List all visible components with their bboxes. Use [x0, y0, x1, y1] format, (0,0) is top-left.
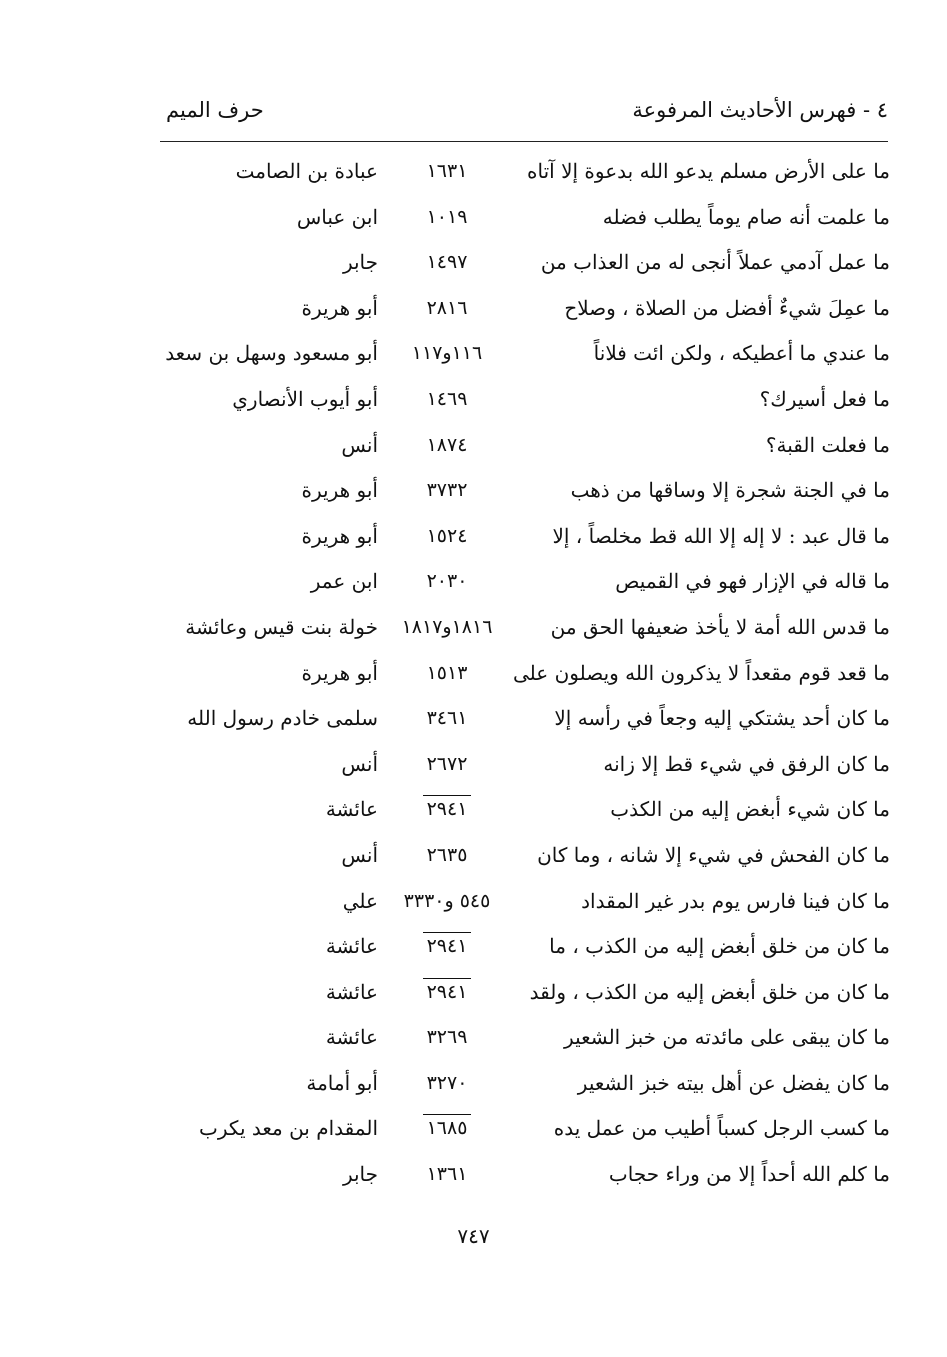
hadith-text: ما كان الرفق في شيء قط إلا زانه	[603, 751, 890, 776]
hadith-number-value: ٥٤٥ و٣٣٣٠	[403, 889, 491, 912]
narrator-name: خولة بنت قيس وعائشة	[185, 614, 378, 639]
index-entry	[160, 467, 890, 513]
hadith-text: ما كان من خلق أبغض إليه من الكذب ، ما	[549, 934, 890, 959]
narrator-name: سلمى خادم رسول الله	[187, 706, 378, 731]
hadith-text: ما على الأرض مسلم يدعو الله بدعوة إلا آتاه	[527, 159, 890, 183]
hadith-text: ما عمِلَ شيءٌ أفضل من الصلاة ، وصلاح	[564, 295, 890, 320]
index-entry	[160, 422, 890, 468]
index-entry	[160, 194, 890, 240]
narrator-name: أبو هريرة	[301, 478, 378, 503]
narrator-name: عبادة بن الصامت	[235, 159, 378, 183]
hadith-number-value: ٢٩٤١	[423, 795, 472, 820]
hadith-number	[390, 749, 504, 779]
index-entry	[160, 1060, 890, 1106]
narrator-name: أبو هريرة	[301, 295, 378, 320]
index-entry	[160, 695, 890, 741]
hadith-number	[390, 338, 504, 368]
hadith-number	[390, 521, 504, 551]
index-entry	[160, 285, 890, 331]
hadith-number	[390, 977, 504, 1007]
hadith-number-value: ١٨١٦و١٨١٧	[401, 615, 493, 638]
hadith-number	[390, 430, 504, 460]
hadith-number-value: ١٥١٣	[426, 661, 468, 684]
hadith-number	[390, 612, 504, 642]
index-entry	[160, 741, 890, 787]
hadith-number	[390, 658, 504, 688]
hadith-number-value: ١٤٦٩	[426, 387, 468, 410]
index-entry	[160, 878, 890, 924]
hadith-number	[390, 247, 504, 277]
index-entry	[160, 239, 890, 285]
narrator-name: جابر	[342, 1162, 378, 1187]
hadith-number	[390, 1068, 504, 1098]
index-entry	[160, 513, 890, 559]
page-number: ٧٤٧	[457, 1224, 490, 1248]
hadith-text: ما فعلت القبة؟	[765, 432, 890, 457]
hadith-number	[390, 156, 504, 186]
index-entry	[160, 604, 890, 650]
hadith-text: ما كان أحد يشتكي إليه وجعاً في رأسه إلا	[554, 706, 890, 731]
chapter-title: حرف الميم	[166, 98, 264, 122]
hadith-text: ما كان يفضل عن أهل بيته خبز الشعير	[577, 1070, 890, 1095]
hadith-number	[390, 931, 504, 961]
hadith-number-value: ٢٩٤١	[423, 932, 472, 957]
narrator-name: عائشة	[325, 934, 378, 959]
index-entry	[160, 832, 890, 878]
page-header	[160, 98, 888, 138]
section-title: ٤ - فهرس الأحاديث المرفوعة	[632, 98, 888, 122]
hadith-number	[390, 886, 504, 916]
narrator-name: أبو أيوب الأنصاري	[232, 386, 378, 411]
hadith-text: ما كان شيء أبغض إليه من الكذب	[610, 797, 890, 822]
narrator-name: أبو هريرة	[301, 523, 378, 548]
index-entry	[160, 558, 890, 604]
narrator-name: أبو هريرة	[301, 660, 378, 685]
hadith-number-value: ١٥٢٤	[426, 524, 468, 547]
hadith-number-value: ١٨٧٤	[426, 433, 468, 456]
hadith-text: ما كلم الله أحداً إلا من وراء حجاب	[608, 1162, 890, 1187]
hadith-number	[390, 1113, 504, 1143]
index-entry	[160, 786, 890, 832]
hadith-number	[390, 1159, 504, 1189]
hadith-number-value: ٢٨١٦	[426, 296, 468, 319]
index-entry	[160, 148, 890, 194]
index-entry	[160, 650, 890, 696]
hadith-number	[390, 293, 504, 323]
hadith-text: ما كان فينا فارس يوم بدر غير المقداد	[581, 888, 890, 913]
hadith-text: ما في الجنة شجرة إلا وساقها من ذهب	[570, 478, 890, 503]
narrator-name: أنس	[341, 842, 378, 867]
hadith-number-value: ٢٦٣٥	[426, 843, 468, 866]
hadith-text: ما كان من خلق أبغض إليه من الكذب ، ولقد	[529, 979, 890, 1004]
narrator-name: عائشة	[325, 797, 378, 822]
index-entry	[160, 376, 890, 422]
hadith-number-value: ٣٢٦٩	[426, 1026, 468, 1049]
hadith-text: ما كان الفحش في شيء إلا شانه ، وما كان	[537, 842, 890, 867]
hadith-number-value: ٣٧٣٢	[426, 479, 468, 502]
narrator-name: أنس	[341, 751, 378, 776]
index-entry	[160, 1014, 890, 1060]
narrator-name: ابن عمر	[310, 569, 378, 594]
hadith-text: ما علمت أنه صام يوماً يطلب فضله	[602, 204, 890, 229]
hadith-number-value: ١٦٨٥	[423, 1114, 472, 1139]
hadith-number	[390, 475, 504, 505]
hadith-index-list	[160, 148, 890, 1197]
narrator-name: علي	[342, 888, 378, 913]
narrator-name: عائشة	[325, 979, 378, 1004]
hadith-number-value: ١٠١٩	[426, 205, 468, 228]
hadith-text: ما قدس الله أمة لا يأخذ ضعيفها الحق من	[550, 614, 890, 639]
narrator-name: جابر	[342, 250, 378, 275]
hadith-number	[390, 202, 504, 232]
hadith-text: ما كان يبقى على مائدته من خبز الشعير	[564, 1025, 890, 1050]
header-rule	[160, 141, 888, 142]
index-entry	[160, 969, 890, 1015]
narrator-name: أنس	[341, 432, 378, 457]
hadith-text: ما قال عبد : لا إله إلا الله قط مخلصاً ، إلا	[552, 523, 890, 548]
hadith-number-value: ١٤٩٧	[426, 251, 468, 274]
hadith-text: ما قاله في الإزار فهو في القميص	[615, 569, 890, 594]
hadith-number-value: ٢٦٧٢	[426, 752, 468, 775]
index-entry	[160, 1105, 890, 1151]
hadith-number-value: ٢٠٣٠	[426, 570, 468, 593]
index-entry	[160, 330, 890, 376]
hadith-text: ما قعد قوم مقعداً لا يذكرون الله ويصلون على	[513, 660, 890, 685]
hadith-number-value: ١١٦و١١٧	[411, 342, 483, 365]
hadith-number-value: ١٦٣١	[426, 160, 468, 182]
hadith-number	[390, 840, 504, 870]
hadith-number	[390, 566, 504, 596]
hadith-number-value: ٢٩٤١	[423, 978, 472, 1003]
index-entry	[160, 923, 890, 969]
hadith-text: ما فعل أسيرك؟	[759, 386, 890, 411]
narrator-name: عائشة	[325, 1025, 378, 1050]
hadith-number-value: ٣٢٧٠	[426, 1071, 468, 1094]
narrator-name: أبو مسعود وسهل بن سعد	[165, 341, 378, 366]
index-entry	[160, 1151, 890, 1197]
hadith-number-value: ١٣٦١	[426, 1163, 468, 1186]
narrator-name: المقدام بن معد يكرب	[199, 1116, 378, 1141]
hadith-number	[390, 1022, 504, 1052]
hadith-number	[390, 794, 504, 824]
hadith-number-value: ٣٤٦١	[426, 707, 468, 730]
hadith-text: ما كسب الرجل كسباً أطيب من عمل يده	[553, 1116, 890, 1141]
hadith-number	[390, 703, 504, 733]
hadith-text: ما عمل آدمي عملاً أنجى له من العذاب من	[540, 250, 890, 275]
hadith-text: ما عندي ما أعطيكه ، ولكن ائت فلاناً	[593, 341, 890, 366]
hadith-number	[390, 384, 504, 414]
narrator-name: أبو أمامة	[306, 1070, 378, 1095]
narrator-name: ابن عباس	[296, 204, 378, 229]
